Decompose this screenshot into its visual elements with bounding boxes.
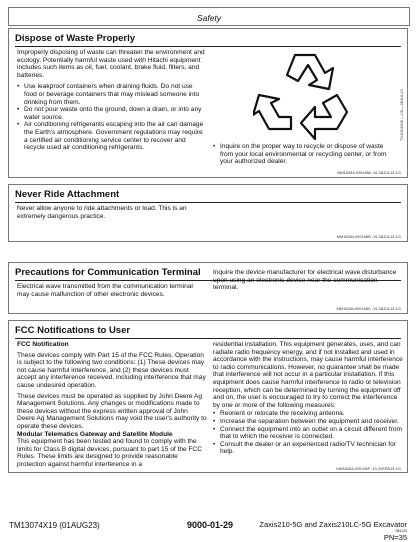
fcc-left-column <box>17 341 207 469</box>
section-never-ride <box>8 184 408 242</box>
section-dispose-waste <box>8 28 408 178</box>
list-item: • Do not pour waste onto the ground, down a drain, or into any water source. <box>17 106 205 121</box>
footer-page-number: PN=35 <box>383 533 407 542</box>
section-title: Dispose of Waste Properly <box>15 33 136 44</box>
fcc-paragraph: residential installation. This equipment generates, uses, and can radiate radio frequency energy, and if not installed and used in accordance with the instructions, may cause harmful interference to radio communications. However, no guarantee shall be made that interference will not occur in a particular installation. If this equipment does cause harmful interference to radio or television reception, which can be determined by turning the equipment off and on, the user is encouraged to try to correct the interference by one or more of the following measures: <box>213 341 403 409</box>
section-fcc <box>8 320 408 473</box>
recycle-icon <box>253 47 363 141</box>
list-item: • Connect the equipment into an outlet on a circuit different from that to which the receiver is connected. <box>213 426 403 441</box>
waste-intro: Improperly disposing of waste can threaten the environment and ecology. Potentially harmful waste used with Hitachi equipment includes such items as oil, fuel, coolant, brake fluid, filters, and batteries. <box>17 49 205 79</box>
footer-date-code: 081123 <box>395 529 407 533</box>
section-code: MM16284,000198B -19-28JUL12-1/1 <box>336 234 401 239</box>
page-header <box>8 7 410 26</box>
fcc-paragraph: These devices must be operated as supplied by John Deere Ag Management Solutions. Any changes or modifications made to these devices without the express written approval of John Deere Ag Management Solutions may void the user's authority to operate these devices. <box>17 392 207 430</box>
ride-text: Never allow anyone to ride attachments or load. This is an extremely dangerous practice. <box>17 205 187 220</box>
section-title: Never Ride Attachment <box>15 189 120 200</box>
list-item: • Use leakproof containers when draining fluids. Do not use food or beverage containers that may mislead someone into drinking from them. <box>17 83 205 106</box>
image-code: TX1094208 —UN—28JUL13 <box>399 89 404 141</box>
section-code: MM16284,000198F -19-20FEB19-1/1 <box>336 466 401 471</box>
section-communication-terminal <box>8 262 408 314</box>
waste-right-column <box>213 143 398 166</box>
fcc-paragraph: These devices comply with Part 15 of the FCC Rules. Operation is subject to the following two conditions: (1) These devices may not cause harmful interference, and (2) these devices must accept any interference received, including interference that may cause undesired operation. <box>17 351 206 389</box>
fcc-bullets <box>213 410 403 456</box>
list-item: • Inquire on the proper way to recycle or dispose of waste from your local environmental or recycling center, or from your authorized dealer. <box>213 143 398 166</box>
waste-bullets <box>17 83 205 151</box>
section-title: FCC Notifications to User <box>15 325 131 336</box>
header-title: Safety <box>196 13 222 23</box>
footer-model <box>259 520 407 542</box>
section-code: MM16284,000198C -19-28JUL12-1/1 <box>336 306 401 311</box>
fcc-subheading: FCC Notification <box>17 341 69 348</box>
fcc-paragraph: This equipment has been tested and found to comply with the limits for Class B digital devices, pursuant to part 15 of the FCC Rules. These limits are designed to provide reasonable protection against harmful interference in a <box>17 438 203 468</box>
footer-doc-id: TM13074X19 (01AUG23) <box>9 521 100 530</box>
fcc-subheading: Modular Telematics Gateway and Satellite Module <box>17 430 173 438</box>
footer-page-code: 9000-01-29 <box>187 520 234 530</box>
list-item: • Reorient or relocate the receiving antenna. <box>213 410 403 418</box>
telecom-left-text: Electrical wave transmitted from the communication terminal may cause malfunction of other electronic devices. <box>17 283 193 298</box>
telecom-right-text: Inquire the device manufacturer for electrical wave disturbance upon using an electronic device near the communication terminal. <box>213 269 397 292</box>
section-code: MM16284,0001988 -19-28JUL12-1/1 <box>337 170 401 175</box>
section-title: Precautions for Communication Terminal <box>15 267 201 278</box>
footer-model-name: Zaxis210-5G and Zaxis210LC-5G Excavator <box>259 520 407 529</box>
title-rule <box>15 338 401 339</box>
list-item: • Air conditioning refrigerants escaping into the air can damage the Earth's atmosphere. Government regulations may require a certified air conditioning service center to recover and recycle used air conditioning refrigerants. <box>17 121 205 151</box>
fcc-right-column <box>213 341 403 456</box>
title-rule <box>15 202 401 203</box>
list-item: • Increase the separation between the equipment and receiver. <box>213 418 403 426</box>
waste-left-column <box>17 49 205 152</box>
list-item: • Consult the dealer or an experienced radio/TV technician for help. <box>213 441 403 456</box>
